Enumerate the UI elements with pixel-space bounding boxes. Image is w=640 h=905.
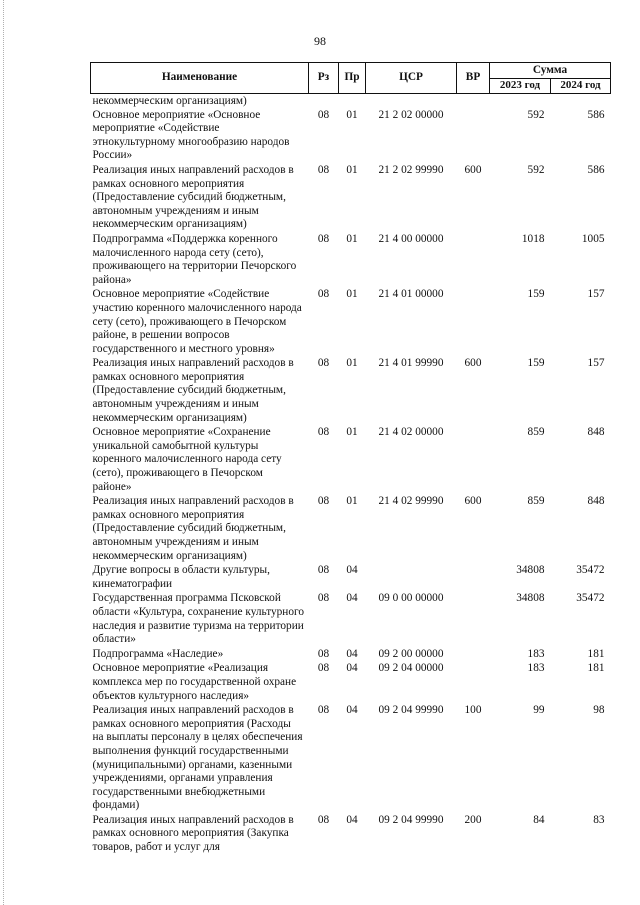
table-row bbox=[91, 94, 611, 109]
cell-name: Реализация иных направлений расходов в рамках основного мероприятия (Закупка товаров, работ и услуг для bbox=[92, 813, 294, 854]
cell-rz: 08 bbox=[317, 426, 330, 439]
cell-sum-2024: 848 bbox=[587, 426, 605, 439]
cell-sum-2024: 157 bbox=[587, 357, 605, 370]
cell-name: Подпрограмма «Наследие» bbox=[92, 647, 224, 660]
cell-name: Основное мероприятие «Сохранение уникальной самобытной культуры коренного малочисленного народа сету (сето), проживающего в Печорском районе» bbox=[92, 426, 282, 493]
cell-rz: 08 bbox=[317, 704, 330, 717]
cell-name: Реализация иных направлений расходов в рамках основного мероприятия (Предоставление субсидий бюджетным, автономным учреждениям и иным некоммерческим организациям) bbox=[92, 495, 294, 562]
table-body bbox=[91, 94, 611, 856]
cell-sum-2024: 586 bbox=[587, 163, 605, 176]
table-header bbox=[91, 63, 611, 94]
table-row bbox=[91, 704, 611, 814]
cell-name: Основное мероприятие «Основное мероприятие «Содействие этнокультурному многообразию народов России» bbox=[92, 108, 290, 162]
scan-edge bbox=[3, 0, 5, 905]
header-vr: ВР bbox=[457, 63, 490, 94]
header-year-2023: 2023 год bbox=[490, 79, 551, 94]
table-row bbox=[91, 426, 611, 495]
cell-vr bbox=[457, 233, 490, 288]
cell-vr: 600 bbox=[464, 357, 482, 370]
cell-pr: 01 bbox=[346, 357, 358, 370]
cell-rz: 08 bbox=[317, 592, 330, 605]
cell-pr: 01 bbox=[346, 288, 358, 301]
cell-vr bbox=[457, 288, 490, 357]
header-name: Наименование bbox=[91, 63, 309, 94]
cell-csr bbox=[366, 94, 457, 109]
cell-csr: 09 2 04 99990 bbox=[378, 704, 444, 717]
table-row bbox=[91, 592, 611, 647]
cell-rz: 08 bbox=[317, 288, 330, 301]
cell-pr: 04 bbox=[346, 564, 358, 577]
cell-csr: 09 2 00 00000 bbox=[378, 647, 444, 660]
cell-rz bbox=[309, 94, 339, 109]
cell-rz: 08 bbox=[317, 163, 330, 176]
cell-sum-2023: 1018 bbox=[521, 232, 545, 245]
cell-vr bbox=[457, 564, 490, 592]
cell-sum-2023: 34808 bbox=[516, 592, 545, 605]
cell-csr: 21 2 02 99990 bbox=[378, 163, 444, 176]
cell-vr bbox=[457, 662, 490, 704]
cell-pr: 01 bbox=[346, 426, 358, 439]
cell-sum-2024: 181 bbox=[587, 662, 605, 675]
cell-name: Основное мероприятие «Реализация комплекса мер по государственной охране объектов культурного наследия» bbox=[92, 662, 297, 702]
cell-name: Основное мероприятие «Содействие участию коренного малочисленного народа сету (сето), проживающего в Печорском районе, в решении вопросов государственного и местного уровня» bbox=[92, 288, 302, 355]
cell-csr: 21 4 02 00000 bbox=[378, 426, 444, 439]
cell-sum-2023: 859 bbox=[527, 495, 545, 508]
cell-sum-2023: 159 bbox=[527, 357, 545, 370]
cell-sum-2023: 159 bbox=[527, 288, 545, 301]
cell-csr: 09 2 04 99990 bbox=[378, 813, 444, 826]
cell-name: Реализация иных направлений расходов в рамках основного мероприятия (Предоставление субсидий бюджетным, автономным учреждениям и иным некоммерческим организациям) bbox=[92, 163, 294, 231]
cell-pr: 01 bbox=[346, 232, 358, 245]
cell-name: Реализация иных направлений расходов в рамках основного мероприятия (Расходы на выплаты персоналу в целях обеспечения выполнения функций государственными (муниципальными) органами, казенными учреждениями, органами управления государственными внебюджетными фондами) bbox=[92, 704, 303, 812]
header-sum: Сумма bbox=[490, 63, 611, 79]
header-rz: Рз bbox=[309, 63, 339, 94]
cell-sum-2023: 183 bbox=[527, 647, 545, 660]
cell-sum-2023 bbox=[490, 94, 551, 109]
cell-vr: 600 bbox=[464, 495, 482, 508]
cell-rz: 08 bbox=[317, 108, 330, 121]
cell-csr: 09 2 04 00000 bbox=[378, 662, 444, 675]
cell-sum-2024: 157 bbox=[587, 288, 605, 301]
cell-sum-2023: 84 bbox=[533, 813, 545, 826]
cell-csr bbox=[366, 564, 457, 592]
cell-csr: 21 4 02 99990 bbox=[378, 495, 444, 508]
cell-vr: 200 bbox=[464, 813, 482, 826]
cell-rz: 08 bbox=[317, 662, 330, 675]
cell-pr: 01 bbox=[346, 163, 358, 176]
cell-sum-2024: 586 bbox=[587, 108, 605, 121]
cell-vr bbox=[457, 94, 490, 109]
cell-pr: 04 bbox=[346, 662, 358, 675]
header-pr: Пр bbox=[339, 63, 366, 94]
cell-vr bbox=[457, 592, 490, 647]
cell-csr: 21 4 01 99990 bbox=[378, 357, 444, 370]
header-csr: ЦСР bbox=[366, 63, 457, 94]
cell-sum-2024 bbox=[551, 94, 611, 109]
header-year-2024: 2024 год bbox=[551, 79, 611, 94]
table-row bbox=[91, 814, 611, 856]
cell-rz: 08 bbox=[317, 647, 330, 660]
table-row bbox=[91, 357, 611, 426]
cell-sum-2023: 592 bbox=[527, 163, 545, 176]
table-row bbox=[91, 648, 611, 663]
cell-pr: 01 bbox=[346, 108, 358, 121]
cell-sum-2024: 35472 bbox=[576, 564, 605, 577]
cell-vr: 100 bbox=[464, 704, 482, 717]
table-row bbox=[91, 109, 611, 164]
page-number: 98 bbox=[314, 34, 326, 48]
table-row bbox=[91, 233, 611, 288]
cell-sum-2023: 592 bbox=[527, 108, 545, 121]
cell-rz: 08 bbox=[317, 357, 330, 370]
table-row bbox=[91, 495, 611, 564]
cell-name: Государственная программа Псковской области «Культура, сохранение культурного наследия и развитие туризма на территории области» bbox=[92, 592, 304, 646]
cell-rz: 08 bbox=[317, 495, 330, 508]
cell-csr: 21 4 00 00000 bbox=[378, 232, 444, 245]
cell-pr: 04 bbox=[346, 704, 358, 717]
cell-rz: 08 bbox=[317, 232, 330, 245]
cell-name: Другие вопросы в области культуры, кинематографии bbox=[92, 564, 270, 590]
table-row bbox=[91, 662, 611, 704]
budget-table bbox=[90, 62, 611, 856]
cell-vr: 600 bbox=[464, 163, 482, 176]
cell-csr: 21 2 02 00000 bbox=[378, 108, 444, 121]
table-row bbox=[91, 288, 611, 357]
cell-pr: 04 bbox=[346, 592, 358, 605]
table-row bbox=[91, 564, 611, 592]
cell-sum-2024: 181 bbox=[587, 647, 605, 660]
cell-sum-2024: 83 bbox=[593, 813, 605, 826]
cell-sum-2024: 848 bbox=[587, 495, 605, 508]
cell-sum-2024: 1005 bbox=[581, 232, 605, 245]
cell-name: Подпрограмма «Поддержка коренного малочисленного народа сету (сето), проживающего на территории Печорского района» bbox=[92, 232, 297, 286]
cell-rz: 08 bbox=[317, 813, 330, 826]
cell-pr: 04 bbox=[346, 647, 358, 660]
cell-vr bbox=[457, 648, 490, 663]
cell-csr: 21 4 01 00000 bbox=[378, 288, 444, 301]
table-row bbox=[91, 164, 611, 233]
cell-pr: 01 bbox=[346, 495, 358, 508]
cell-sum-2023: 99 bbox=[533, 704, 545, 717]
cell-sum-2024: 35472 bbox=[576, 592, 605, 605]
cell-rz: 08 bbox=[317, 564, 330, 577]
cell-name: Реализация иных направлений расходов в рамках основного мероприятия (Предоставление субсидий бюджетным, автономным учреждениям и иным некоммерческим организациям) bbox=[92, 357, 294, 424]
cell-sum-2024: 98 bbox=[593, 704, 605, 717]
cell-csr: 09 0 00 00000 bbox=[378, 592, 444, 605]
cell-sum-2023: 183 bbox=[527, 662, 545, 675]
cell-name: некоммерческим организациям) bbox=[92, 95, 247, 107]
cell-sum-2023: 859 bbox=[527, 426, 545, 439]
cell-vr bbox=[457, 426, 490, 495]
cell-pr bbox=[339, 94, 366, 109]
cell-pr: 04 bbox=[346, 813, 358, 826]
cell-sum-2023: 34808 bbox=[516, 564, 545, 577]
cell-vr bbox=[457, 109, 490, 164]
